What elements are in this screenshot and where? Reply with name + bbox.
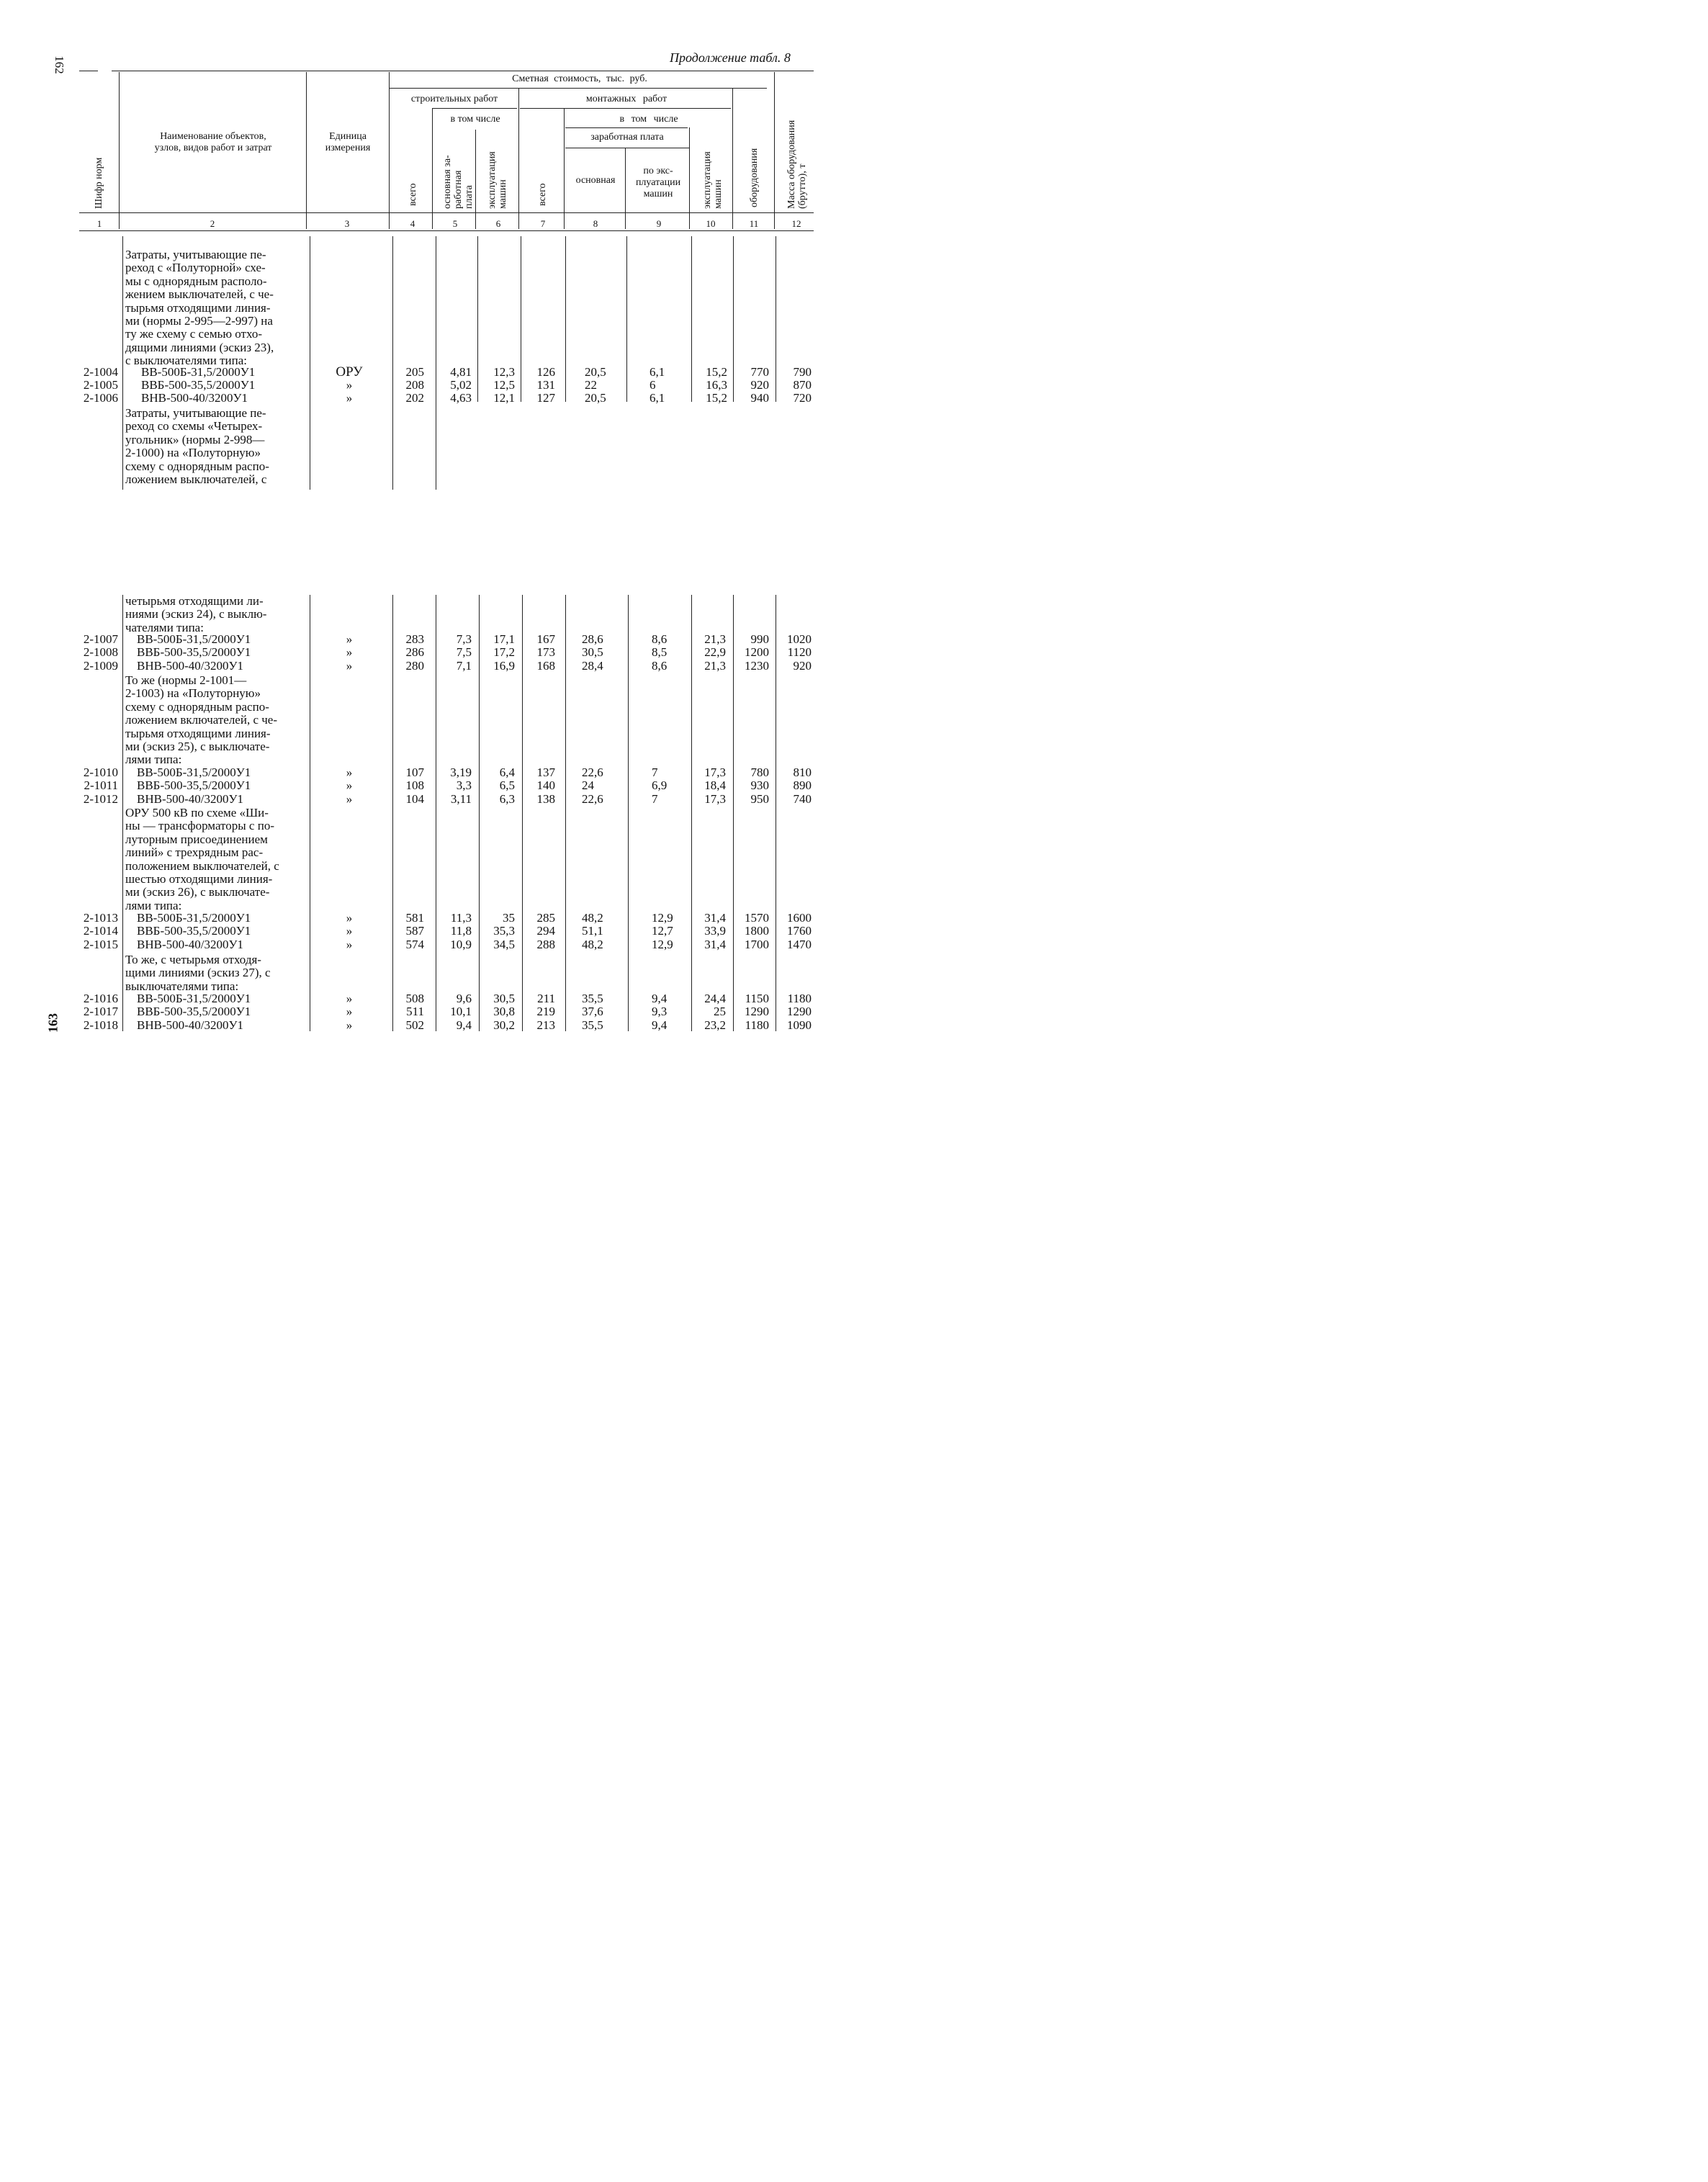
norm-code: 2-1017: [83, 1005, 118, 1019]
norm-code: 2-1013: [83, 911, 118, 925]
v-machine: 12,5: [493, 378, 515, 392]
colnum-2: 2: [210, 218, 215, 229]
unit: »: [346, 378, 353, 392]
v-mass: 920: [793, 658, 812, 673]
v-total: 108: [405, 778, 424, 793]
v-wages: 28,4: [582, 658, 603, 673]
header-code: Шифр норм: [94, 157, 104, 209]
v-base-salary: 3,19: [450, 766, 472, 779]
norm-code: 2-1016: [83, 992, 118, 1005]
header-equipment: оборудования: [749, 148, 760, 207]
v-mass: 1180: [787, 992, 812, 1005]
v-inst-total: 211: [537, 992, 555, 1005]
v-mass: 1760: [787, 924, 812, 938]
item-name: ВВБ-500-35,5/2000У1: [137, 645, 251, 660]
v-equipment: 1290: [745, 1005, 769, 1019]
block1-description-2: Затраты, учитывающие пе- реход со схемы «Четырех- угольник» (нормы 2-998— 2-1000) на «Полуторную» схему с однорядным распо- ложением выключателей, с: [125, 406, 269, 487]
header-installation: монтажных работ: [585, 94, 668, 104]
v-equipment: 940: [750, 391, 769, 405]
norm-code: 2-1011: [84, 778, 118, 793]
v-total: 104: [405, 791, 424, 806]
norm-code: 2-1009: [83, 658, 118, 673]
v-wages: 22: [585, 378, 597, 392]
v-equipment: 1700: [745, 937, 769, 951]
v-inst-total: 167: [536, 632, 555, 646]
v-inst-machine: 17,3: [704, 791, 726, 806]
header-name: Наименование объектов, узлов, видов работ и затрат: [154, 131, 272, 153]
unit: »: [346, 911, 353, 925]
v-inst-machine: 21,3: [704, 632, 726, 646]
v-inst-machine: 31,4: [704, 937, 726, 951]
v-equipment: 1200: [745, 645, 769, 660]
v-wages-op: 9,4: [652, 992, 668, 1005]
v-base-salary: 7,1: [456, 658, 472, 673]
v-wages-op: 9,4: [652, 1018, 668, 1032]
v-wages: 48,2: [582, 937, 603, 951]
v-inst-total: 288: [536, 937, 555, 951]
v-wages: 22,6: [582, 766, 603, 779]
v-inst-machine: 18,4: [704, 778, 726, 793]
block2-description-2: То же (нормы 2-1001— 2-1003) на «Полуторную» схему с однорядным распо- ложением включателей, с че- тырьмя отходящими линия- ми (эскиз 25), с выключате- лями типа:: [125, 673, 278, 767]
norm-code: 2-1012: [83, 791, 118, 806]
v-wages: 35,5: [582, 992, 603, 1005]
v-total: 574: [405, 937, 424, 951]
v-wages-op: 7: [652, 766, 658, 779]
v-wages: 48,2: [582, 911, 603, 925]
unit: »: [346, 937, 353, 951]
colnum-4: 4: [410, 218, 415, 229]
unit: »: [346, 1018, 353, 1032]
v-machine: 6,5: [499, 778, 515, 793]
colnum-1: 1: [96, 218, 102, 229]
v-equipment: 990: [750, 632, 769, 646]
v-inst-total: 219: [536, 1005, 555, 1019]
item-name: ВВ-500Б-31,5/2000У1: [141, 365, 256, 379]
v-mass: 1120: [787, 645, 812, 660]
norm-code: 2-1006: [83, 391, 118, 405]
v-inst-machine: 24,4: [704, 992, 726, 1005]
item-name: ВВ-500Б-31,5/2000У1: [137, 632, 251, 646]
v-inst-machine: 25: [714, 1005, 726, 1019]
unit: »: [346, 992, 353, 1005]
header-total-construction: всего: [408, 183, 418, 206]
v-inst-machine: 21,3: [704, 658, 726, 673]
v-total: 286: [405, 645, 424, 660]
v-inst-total: 137: [536, 766, 555, 779]
v-machine: 35,3: [493, 924, 515, 938]
v-wages-op: 12,9: [652, 937, 673, 951]
v-total: 202: [405, 391, 424, 405]
norm-code: 2-1008: [83, 645, 118, 660]
norm-code: 2-1005: [83, 378, 118, 392]
v-total: 587: [405, 924, 424, 938]
item-name: ВНВ-500-40/3200У1: [137, 937, 244, 951]
v-wages: 20,5: [585, 365, 606, 379]
v-base-salary: 5,02: [450, 378, 472, 392]
item-name: ВНВ-500-40/3200У1: [137, 1018, 244, 1032]
v-mass: 740: [793, 791, 812, 806]
v-machine: 30,8: [493, 1005, 515, 1019]
v-wages-op: 8,5: [652, 645, 668, 660]
v-inst-total: 294: [536, 924, 555, 938]
colnum-11: 11: [749, 218, 759, 229]
v-inst-machine: 15,2: [706, 391, 727, 405]
v-equipment: 920: [750, 378, 769, 392]
norm-code: 2-1004: [83, 365, 118, 379]
header-wages-op: по экс- плуатации машин: [635, 166, 681, 199]
unit: »: [346, 766, 353, 779]
v-total: 508: [405, 992, 424, 1005]
v-wages: 28,6: [582, 632, 603, 646]
v-machine: 12,1: [493, 391, 515, 405]
v-total: 208: [405, 378, 424, 392]
v-machine: 17,1: [493, 632, 515, 646]
v-inst-total: 168: [536, 658, 555, 673]
v-base-salary: 11,8: [450, 924, 472, 938]
v-mass: 720: [793, 391, 812, 405]
item-name: ВВБ-500-35,5/2000У1: [137, 924, 251, 938]
v-wages: 20,5: [585, 391, 606, 405]
v-mass: 1470: [787, 937, 812, 951]
header-including-1: в том числе: [450, 114, 500, 125]
v-machine: 12,3: [493, 365, 515, 379]
v-total: 581: [405, 911, 424, 925]
colnum-12: 12: [791, 218, 801, 229]
header-estimate: Сметная стоимость, тыс. руб.: [512, 73, 647, 84]
v-base-salary: 3,3: [456, 778, 472, 793]
v-machine: 30,2: [493, 1018, 515, 1032]
colnum-7: 7: [540, 218, 546, 229]
v-machine: 16,9: [493, 658, 515, 673]
v-inst-total: 285: [536, 911, 555, 925]
header-wages: заработная плата: [590, 132, 664, 143]
block2-description-4: То же, с четырьмя отходя- щими линиями (эскиз 27), с выключателями типа:: [125, 953, 271, 993]
v-equipment: 1570: [745, 911, 769, 925]
table-continuation-caption: Продолжение табл. 8: [670, 50, 791, 65]
item-name: ВВ-500Б-31,5/2000У1: [137, 911, 251, 925]
v-equipment: 1800: [745, 924, 769, 938]
item-name: ВВ-500Б-31,5/2000У1: [137, 992, 251, 1005]
v-total: 283: [405, 632, 424, 646]
unit: »: [346, 391, 353, 405]
v-machine: 6,4: [499, 766, 515, 779]
item-name: ВВБ-500-35,5/2000У1: [141, 378, 256, 392]
v-inst-total: 213: [536, 1018, 555, 1032]
colnum-10: 10: [706, 218, 716, 229]
v-equipment: 770: [750, 365, 769, 379]
colnum-9: 9: [656, 218, 662, 229]
v-inst-total: 131: [536, 378, 555, 392]
norm-code: 2-1010: [83, 766, 118, 779]
v-equipment: 780: [750, 766, 769, 779]
v-inst-total: 138: [536, 791, 555, 806]
v-mass: 1290: [787, 1005, 812, 1019]
v-mass: 890: [793, 778, 812, 793]
header-unit: Единица измерения: [325, 131, 371, 153]
item-name: ВНВ-500-40/3200У1: [137, 791, 244, 806]
v-wages-op: 6: [650, 378, 656, 392]
v-inst-total: 127: [536, 391, 555, 405]
v-base-salary: 10,9: [450, 937, 472, 951]
unit: »: [346, 1005, 353, 1019]
item-name: ВВБ-500-35,5/2000У1: [137, 1005, 251, 1019]
item-name: ВВБ-500-35,5/2000У1: [137, 778, 251, 793]
v-mass: 1600: [787, 911, 812, 925]
v-inst-machine: 22,9: [704, 645, 726, 660]
v-inst-machine: 16,3: [706, 378, 727, 392]
v-wages: 37,6: [582, 1005, 603, 1019]
v-base-salary: 4,63: [450, 391, 472, 405]
norm-code: 2-1015: [83, 937, 118, 951]
v-wages: 24: [582, 778, 594, 793]
v-inst-machine: 15,2: [706, 365, 727, 379]
v-base-salary: 4,81: [450, 365, 472, 379]
v-base-salary: 10,1: [450, 1005, 472, 1019]
item-name: ВНВ-500-40/3200У1: [141, 391, 248, 405]
v-wages-op: 12,7: [652, 924, 673, 938]
colnum-5: 5: [452, 218, 458, 229]
v-base-salary: 9,4: [456, 1018, 472, 1032]
unit: »: [346, 778, 353, 793]
page-number-bottom: 163: [45, 1013, 60, 1033]
unit: »: [346, 924, 353, 938]
v-inst-machine: 23,2: [704, 1018, 726, 1032]
block2-description: четырьмя отходящими ли- ниями (эскиз 24), с выклю- чателями типа:: [125, 594, 267, 634]
norm-code: 2-1018: [83, 1018, 118, 1032]
v-mass: 790: [793, 365, 812, 379]
v-inst-total: 140: [536, 778, 555, 793]
v-base-salary: 7,5: [456, 645, 472, 660]
header-machine-op-2: эксплуатация машин: [702, 151, 724, 209]
v-wages-op: 6,9: [652, 778, 668, 793]
v-inst-total: 126: [536, 365, 555, 379]
header-construction: строительных работ: [410, 94, 498, 104]
v-wages-op: 9,3: [652, 1005, 668, 1019]
v-mass: 1090: [787, 1018, 812, 1032]
norm-code: 2-1007: [83, 632, 118, 646]
v-base-salary: 7,3: [456, 632, 472, 646]
v-equipment: 930: [750, 778, 769, 793]
v-base-salary: 3,11: [450, 791, 472, 806]
header-wages-base: основная: [575, 175, 616, 186]
v-total: 280: [405, 658, 424, 673]
v-machine: 6,3: [499, 791, 515, 806]
header-mass: Масса оборудования (брутто), т: [786, 120, 808, 209]
unit: ОРУ: [336, 364, 363, 380]
v-wages-op: 6,1: [650, 391, 665, 405]
header-total-installation: всего: [537, 183, 548, 206]
v-equipment: 1230: [745, 658, 769, 673]
v-inst-machine: 17,3: [704, 766, 726, 779]
v-wages-op: 6,1: [650, 365, 665, 379]
v-equipment: 950: [750, 791, 769, 806]
v-wages: 51,1: [582, 924, 603, 938]
v-total: 205: [405, 365, 424, 379]
document-page: [0, 0, 871, 1112]
v-wages-op: 8,6: [652, 658, 668, 673]
unit: »: [346, 791, 353, 806]
v-inst-machine: 31,4: [704, 911, 726, 925]
v-mass: 810: [793, 766, 812, 779]
v-inst-total: 173: [536, 645, 555, 660]
v-wages: 30,5: [582, 645, 603, 660]
unit: »: [346, 645, 353, 660]
v-wages-op: 8,6: [652, 632, 668, 646]
v-wages: 22,6: [582, 791, 603, 806]
colnum-3: 3: [344, 218, 350, 229]
item-name: ВНВ-500-40/3200У1: [137, 658, 244, 673]
v-machine: 30,5: [493, 992, 515, 1005]
colnum-6: 6: [495, 218, 501, 229]
v-inst-machine: 33,9: [704, 924, 726, 938]
header-including-2: в том числе: [619, 114, 678, 125]
item-name: ВВ-500Б-31,5/2000У1: [137, 766, 251, 779]
v-base-salary: 9,6: [456, 992, 472, 1005]
block2-description-3: ОРУ 500 кВ по схеме «Ши- ны — трансформаторы с по- луторным присоединением линий» с трехрядным рас- положением выключателей, с шестью отходящими линия- ми (эскиз 26), с выключате- лями типа:: [125, 806, 279, 912]
block1-description: Затраты, учитывающие пе- реход с «Полуторной» схе- мы с однорядным располо- жением выключателей, с че- тырьмя отходящими линия- ми (нормы 2-995—2-997) на ту же схему с семью отхо- дящими линиями (эскиз 23), с выключателями типа:: [125, 248, 274, 368]
v-equipment: 1180: [745, 1018, 769, 1032]
v-wages-op: 7: [652, 791, 658, 806]
v-machine: 35: [503, 911, 515, 925]
norm-code: 2-1014: [83, 924, 118, 938]
header-base-salary: основная за- работная плата: [442, 155, 475, 209]
v-total: 107: [405, 766, 424, 779]
v-mass: 1020: [787, 632, 812, 646]
v-total: 502: [405, 1018, 424, 1032]
header-machine-op: эксплуатация машин: [487, 151, 508, 209]
v-total: 511: [406, 1005, 424, 1019]
colnum-8: 8: [593, 218, 598, 229]
v-mass: 870: [793, 378, 812, 392]
page-number-top: 162: [53, 55, 66, 74]
unit: »: [346, 632, 353, 646]
v-wages: 35,5: [582, 1018, 603, 1032]
v-machine: 17,2: [493, 645, 515, 660]
v-equipment: 1150: [745, 992, 769, 1005]
v-machine: 34,5: [493, 937, 515, 951]
unit: »: [346, 658, 353, 673]
v-base-salary: 11,3: [450, 911, 472, 925]
v-wages-op: 12,9: [652, 911, 673, 925]
